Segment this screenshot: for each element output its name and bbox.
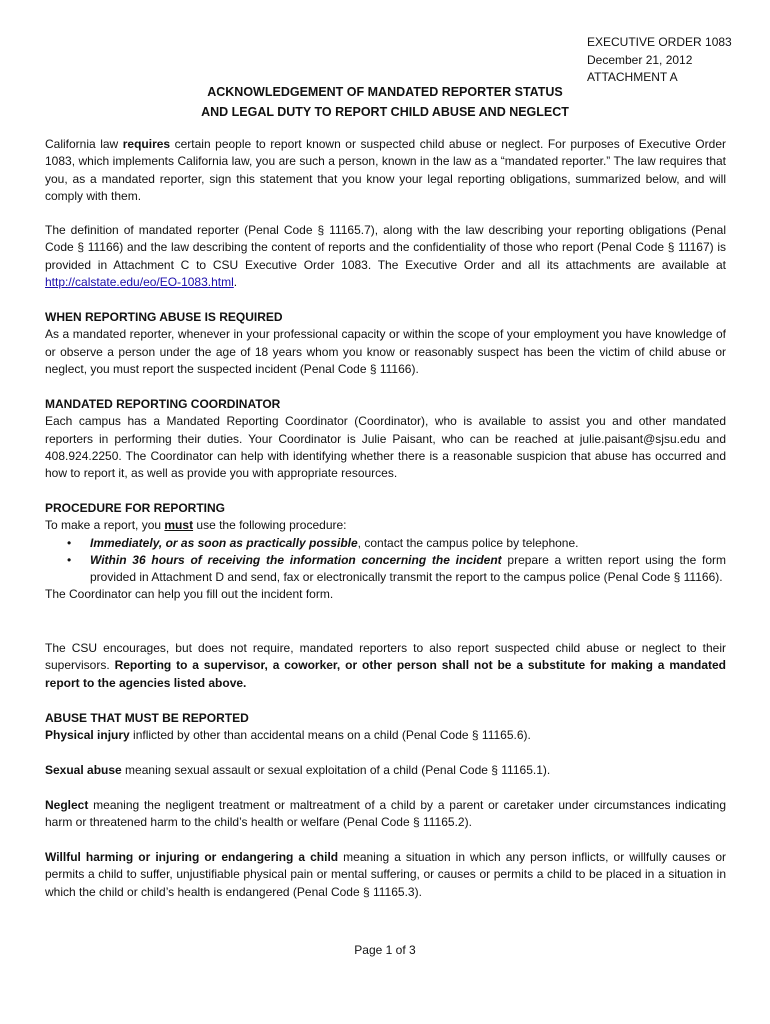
order-date: December 21, 2012 (587, 52, 693, 67)
procedure-bullet-2: • Within 36 hours of receiving the information concerning the incident prepare a written report using the form provided in Attachment D and send, fax or electronically transmit the report to the campus police (Penal Code § 11166). (45, 552, 726, 587)
attachment-label: ATTACHMENT A (587, 70, 678, 84)
executive-order-number: EXECUTIVE ORDER 1083 (587, 35, 732, 49)
when-required-heading: WHEN REPORTING ABUSE IS REQUIRED (45, 310, 283, 324)
page-title (0, 82, 770, 122)
procedure-section (45, 500, 726, 604)
when-required-section (45, 309, 726, 378)
must-emphasis: must (164, 518, 194, 533)
coordinator-heading: MANDATED REPORTING COORDINATOR (45, 397, 281, 411)
document-header (587, 34, 732, 87)
substitute-warning: Reporting to a supervisor, a coworker, or other person shall not be a substitute for making a mandated report to the agencies listed above. (45, 658, 727, 690)
abuse-heading: ABUSE THAT MUST BE REPORTED (45, 711, 249, 725)
neglect-definition: Neglect meaning the negligent treatment or maltreatment of a child by a parent or caretaker under circumstances indicating harm or threatened harm to the child’s health or welfare (Penal Code § 11165.2). (45, 798, 726, 830)
procedure-intro: To make a report, you must use the following procedure: (45, 518, 347, 533)
procedure-closing: The Coordinator can help you fill out the incident form. (45, 587, 334, 602)
physical-injury-definition: Physical injury inflicted by other than accidental means on a child (Penal Code § 11165.6). (45, 728, 531, 743)
sexual-abuse-definition: Sexual abuse meaning sexual assault or sexual exploitation of a child (Penal Code § 11165.1). (45, 763, 551, 777)
page-number: Page 1 of 3 (354, 943, 416, 957)
coordinator-text: Each campus has a Mandated Reporting Coordinator (Coordinator), who is available to assist you and other mandated reporters in performing their duties. Your Coordinator is Julie Paisant, who can be reached at julie.paisant@sjsu.edu and 408.924.2250. The Coordinator can help with identifying whether there is a reasonable suspicion that abuse has occurred and how to report it, as well as provide you with appropriate resources. (45, 414, 726, 481)
requires-emphasis: requires (122, 137, 171, 151)
title-line-2: AND LEGAL DUTY TO REPORT CHILD ABUSE AND NEGLECT (201, 105, 569, 119)
procedure-bullet-1: • Immediately, or as soon as practically possible, contact the campus police by telephone. (45, 535, 726, 552)
procedure-heading: PROCEDURE FOR REPORTING (45, 501, 226, 515)
eo-1083-link[interactable]: http://calstate.edu/eo/EO-1083.html (45, 274, 234, 289)
encourage-paragraph: The CSU encourages, but does not require, mandated reporters to also report suspected child abuse or neglect to their supervisors. Reporting to a supervisor, a coworker, or other person shall not be a substitute for making a mandated report to the agencies listed above. (45, 641, 727, 690)
willful-harm-definition: Willful harming or injuring or endangering a child meaning a situation in which any person inflicts, or willfully causes or permits a child to suffer, unjustifiable physical pain or mental suffering, or causes or permits a child to be placed in a situation in which the child or child’s health is endangered (Penal Code § 11165.3). (45, 850, 726, 899)
procedure-list (45, 535, 726, 587)
title-line-1: ACKNOWLEDGEMENT OF MANDATED REPORTER STATUS (207, 85, 563, 99)
abuse-section (45, 710, 726, 745)
coordinator-section (45, 396, 726, 482)
when-required-text: As a mandated reporter, whenever in your professional capacity or within the scope of your employment you have knowledge of or observe a person under the age of 18 years whom you know or reasonably suspect has been the victim of child abuse or neglect, you must report the suspected incident (Penal Code § 11166). (45, 327, 726, 376)
intro-paragraph-1: California law requires certain people to report known or suspected child abuse or neglect. For purposes of Executive Order 1083, which implements California law, you are such a person, known in the law as a “mandated reporter.” The law requires that you, as a mandated reporter, sign this statement that you know your legal reporting obligations, summarized below, and will comply with them. (45, 137, 726, 203)
intro-paragraph-2: The definition of mandated reporter (Penal Code § 11165.7), along with the law describing your reporting obligations (Penal Code § 11166) and the law describing the content of reports and the confidentiality of those who report (Penal Code § 11167) is provided in Attachment C to CSU Executive Order 1083. The Executive Order and all its attachments are available at http://calstate.edu/eo/EO-1083.html. (45, 223, 726, 289)
